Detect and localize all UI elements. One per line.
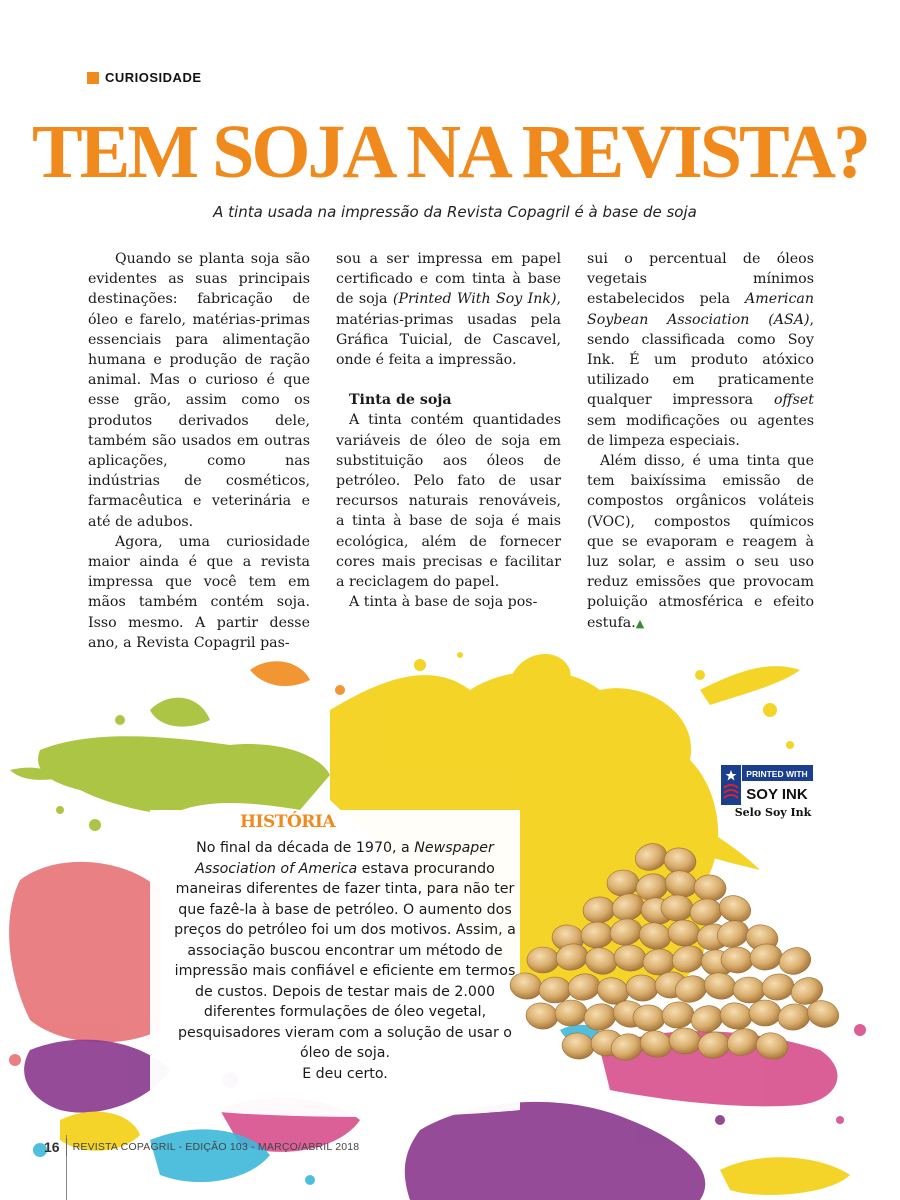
page-title: TEM SOJA NA REVISTA? bbox=[31, 110, 868, 194]
soybean bbox=[697, 1030, 732, 1060]
soybeans-image bbox=[505, 840, 845, 1070]
soybean bbox=[555, 999, 588, 1026]
soybean bbox=[625, 973, 660, 1002]
soybean bbox=[607, 916, 644, 949]
soybean bbox=[693, 874, 727, 903]
seal-caption: Selo Soy Ink bbox=[734, 806, 812, 819]
soybean bbox=[701, 970, 738, 1003]
soybean bbox=[508, 970, 544, 1001]
soybean bbox=[754, 1030, 790, 1062]
text-run: Além disso, é uma tinta que tem baixíssima emissão de compostos orgânicos voláteis (VOC), compostos químicos que se evaporam e reagem à luz solar, e assim o seu uso reduz emissões que provocam poluição atmosférica e efeito estufa. bbox=[587, 453, 814, 631]
paragraph bbox=[336, 249, 561, 370]
article-column-2 bbox=[336, 249, 561, 612]
soybean bbox=[668, 1027, 702, 1055]
text-run: , sendo classificada como Soy Ink. É um produto atóxico utilizado em praticamente qualquer impressora bbox=[587, 311, 814, 409]
paragraph: E deu certo. bbox=[302, 1065, 388, 1082]
soybean bbox=[566, 971, 603, 1003]
section-label: CURIOSIDADE bbox=[105, 70, 202, 85]
soybean bbox=[776, 1001, 812, 1032]
soybean bbox=[733, 976, 766, 1003]
paragraph bbox=[587, 451, 814, 634]
text-run: estava procurando maneiras diferentes de fazer tinta, para não ter que fazê-la à base de petróleo. O aumento dos preços do petróleo foi um dos motivos. Assim, a associação buscou encontrar um método de impressão mais confiável e eficiente em termos de custos. Depois de testar mais de 2.000 diferentes formulações de óleo vegetal, pesquisadores vieram com a solução de usar o óleo de soja. bbox=[174, 860, 516, 1061]
paragraph: A tinta contém quantidades variáveis de óleo de soja em substituição aos óleos de petróleo. Pelo fato de usar recursos naturais renováveis, a tinta à base de soja é mais ecológica, além de fornecer cores mais precisas e facilitar a reciclagem do papel. bbox=[336, 412, 561, 591]
sidebar-title: HISTÓRIA bbox=[240, 812, 336, 832]
text-run-italic: American Soybean Association (ASA) bbox=[587, 291, 814, 328]
paragraph: Agora, uma curiosidade maior ainda é que a revista impressa que você tem em mãos também contém soja. Isso mesmo. A partir desse ano, a Revista Copagril pas- bbox=[88, 533, 310, 651]
soybean bbox=[581, 1001, 618, 1034]
paragraph: Quando se planta soja são evidentes as suas principais destinações: fabricação de óleo e farelo, matérias-primas essenciais para alimentação humana e produção de ração animal. Mas o curioso é que esse grão, assim como os produtos derivados dele, também são usados em outras aplicações, como nas indústrias de cosméticos, farmacêutica e veterinária e até de adubos. bbox=[88, 251, 310, 530]
text-run: sem modificações ou agentes de limpeza especiais. bbox=[587, 412, 814, 449]
section-subtitle: Tinta de soja bbox=[349, 392, 452, 409]
text-run: , matérias-primas usadas pela Gráfica Tuicial, de Cascavel, onde é feita a impressão. bbox=[336, 291, 561, 369]
soybean bbox=[669, 942, 707, 975]
text-run-italic: Newspaper Association of America bbox=[195, 840, 494, 877]
section-square-icon bbox=[87, 72, 99, 84]
soybean bbox=[607, 869, 640, 896]
soybean bbox=[667, 919, 701, 947]
soybean bbox=[613, 943, 648, 973]
page-footer bbox=[44, 1138, 359, 1156]
article-column-3 bbox=[587, 249, 814, 634]
soybean bbox=[560, 1031, 595, 1061]
text-run-italic: offset bbox=[774, 392, 814, 409]
soybean bbox=[661, 895, 693, 922]
seal-main-text: SOY INK bbox=[746, 786, 808, 803]
soybean bbox=[776, 943, 815, 978]
soybean bbox=[524, 1001, 560, 1032]
section-tag bbox=[87, 70, 202, 85]
sidebar-box bbox=[165, 838, 525, 1084]
text-run: No final da década de 1970, a bbox=[196, 840, 415, 856]
soybean bbox=[749, 1000, 781, 1027]
soybean bbox=[637, 1027, 675, 1060]
soy-ink-seal-logo bbox=[720, 764, 814, 806]
footer-separator bbox=[66, 1138, 67, 1156]
publication-info: REVISTA COPAGRIL - EDIÇÃO 103 - MARÇO/ABRIL 2018 bbox=[72, 1141, 360, 1153]
text-run: sui o percentual de óleos vegetais mínimos estabelecidos pela bbox=[587, 251, 814, 308]
end-mark-icon: ▲ bbox=[635, 616, 645, 630]
text-run-italic: (Printed With Soy Ink) bbox=[392, 291, 557, 308]
article-column-1 bbox=[88, 249, 310, 653]
soybean bbox=[661, 1000, 696, 1029]
page-number: 16 bbox=[44, 1139, 60, 1155]
soybean bbox=[582, 895, 617, 924]
paragraph: A tinta à base de soja pos- bbox=[349, 594, 538, 611]
text-run: sou a ser impressa em papel certificado e com tinta à base de soja bbox=[336, 251, 561, 308]
soybean bbox=[580, 921, 613, 949]
soybean bbox=[718, 1000, 755, 1032]
page-subtitle: A tinta usada na impressão da Revista Copagril é à base de soja bbox=[213, 203, 697, 221]
soybean bbox=[636, 919, 674, 952]
soybean bbox=[539, 977, 571, 1004]
seal-top-text: PRINTED WITH bbox=[746, 769, 808, 779]
paragraph bbox=[587, 249, 814, 451]
soybean bbox=[527, 947, 559, 973]
paragraph bbox=[165, 838, 525, 1064]
soybean bbox=[760, 972, 796, 1003]
